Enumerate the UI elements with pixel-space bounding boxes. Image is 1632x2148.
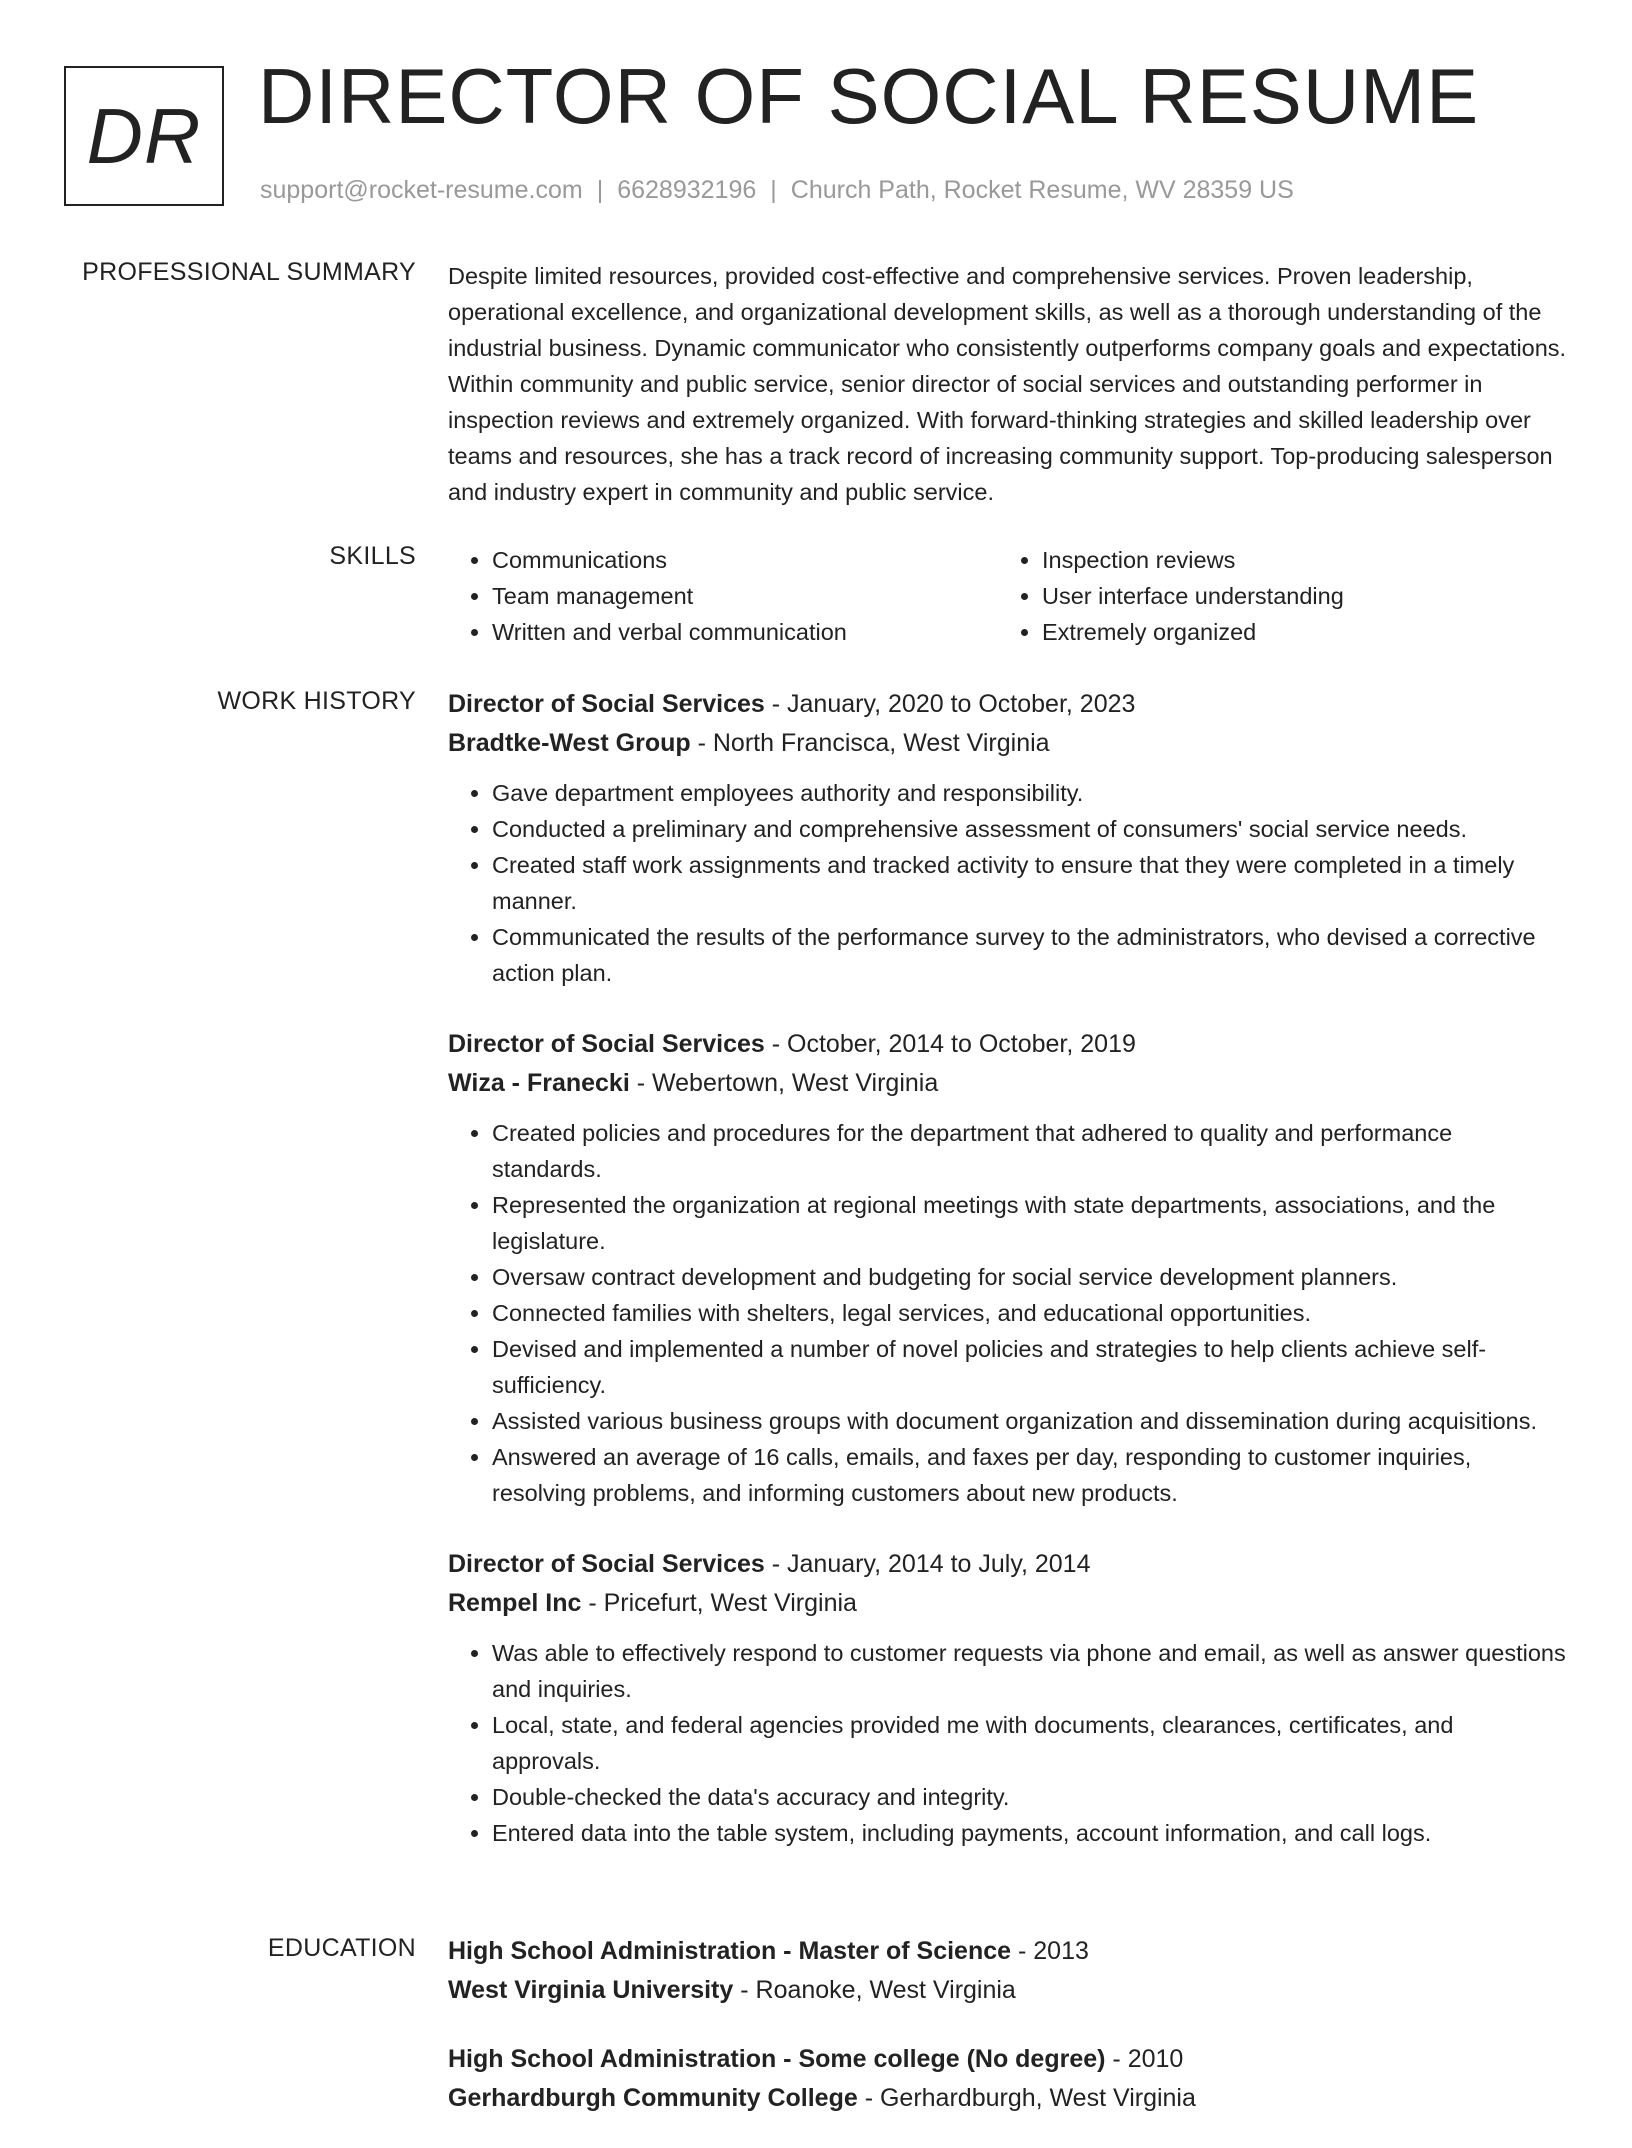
job-location: - Pricefurt, West Virginia <box>581 1589 857 1617</box>
education-school: West Virginia University <box>448 1976 734 2004</box>
job-bullets <box>448 775 1568 991</box>
job-company-line <box>448 1064 1568 1103</box>
skill-item: • User interface understanding <box>1042 578 1548 614</box>
job-title: Director of Social Services <box>448 1030 765 1058</box>
skill-item: • Written and verbal communication <box>492 614 998 650</box>
job-location: - North Francisca, West Virginia <box>690 729 1050 757</box>
section-label: WORK HISTORY <box>217 687 416 715</box>
skill-item: • Inspection reviews <box>1042 542 1548 578</box>
monogram-text: DR <box>86 91 202 180</box>
job-company-line <box>448 724 1568 763</box>
section-body <box>448 1932 1568 2148</box>
job-bullet: • Assisted various business groups with document organization and dissemination during acquisitions. <box>492 1403 1568 1439</box>
section-label: PROFESSIONAL SUMMARY <box>82 258 416 286</box>
section-body <box>448 258 1568 510</box>
job-title: Director of Social Services <box>448 690 765 718</box>
job-bullet: • Answered an average of 16 calls, emails, and faxes per day, responding to customer inquiries, resolving problems, and informing customers about new products. <box>492 1439 1568 1511</box>
job-company: Wiza - Franecki <box>448 1069 630 1097</box>
job-bullet: • Entered data into the table system, including payments, account information, and call logs. <box>492 1815 1568 1851</box>
job-title-line <box>448 1545 1568 1584</box>
education-degree: High School Administration - Master of Science <box>448 1937 1012 1965</box>
education-entry <box>448 1932 1568 2010</box>
job-company: Bradtke-West Group <box>448 729 691 757</box>
job-title-line <box>448 1025 1568 1064</box>
skill-item: • Team management <box>492 578 998 614</box>
education-degree-line <box>448 1932 1568 1971</box>
skills-column-1 <box>448 542 998 650</box>
education-location: - Gerhardburgh, West Virginia <box>857 2084 1196 2112</box>
section-label: SKILLS <box>329 542 416 570</box>
job-dates: - October, 2014 to October, 2019 <box>764 1030 1136 1058</box>
contact-separator: | <box>770 176 777 204</box>
education-entry <box>448 2040 1568 2118</box>
job-bullet: • Gave department employees authority and responsibility. <box>492 775 1568 811</box>
contact-email: support@rocket-resume.com <box>260 176 583 204</box>
job-dates: - January, 2014 to July, 2014 <box>764 1550 1091 1578</box>
section-label: EDUCATION <box>267 1934 416 1962</box>
job-bullet: • Created policies and procedures for the department that adhered to quality and performance standards. <box>492 1115 1568 1187</box>
job-bullet: • Local, state, and federal agencies provided me with documents, clearances, certificates, and approvals. <box>492 1707 1568 1779</box>
contact-phone: 6628932196 <box>617 176 757 204</box>
skills-column-2 <box>998 542 1548 650</box>
education-year: - 2010 <box>1105 2045 1184 2073</box>
job-bullet: • Represented the organization at regional meetings with state departments, associations, and the legislature. <box>492 1187 1568 1259</box>
skills-grid <box>448 542 1548 650</box>
education-degree: High School Administration - Some college (No degree) <box>448 2045 1106 2073</box>
education-school-line <box>448 2079 1568 2118</box>
job-dates: - January, 2020 to October, 2023 <box>764 690 1136 718</box>
job-title-line <box>448 685 1568 724</box>
job-company-line <box>448 1584 1568 1623</box>
contact-separator: | <box>596 176 604 204</box>
job-bullet: • Devised and implemented a number of novel policies and strategies to help clients achieve self-sufficiency. <box>492 1331 1568 1403</box>
job-location: - Webertown, West Virginia <box>629 1069 939 1097</box>
education-year: - 2013 <box>1011 1937 1089 1965</box>
education-school-line <box>448 1971 1568 2010</box>
job-bullets <box>448 1635 1568 1851</box>
monogram-badge <box>64 66 224 206</box>
section-body <box>448 542 1568 650</box>
skill-item: • Communications <box>492 542 998 578</box>
section-body <box>448 685 1568 1885</box>
job-bullet: • Double-checked the data's accuracy and integrity. <box>492 1779 1568 1815</box>
job-entry <box>448 1025 1568 1511</box>
job-bullet: • Created staff work assignments and tracked activity to ensure that they were completed in a timely manner. <box>492 847 1568 919</box>
education-school: Gerhardburgh Community College <box>448 2084 858 2112</box>
job-bullet: • Oversaw contract development and budgeting for social service development planners. <box>492 1259 1568 1295</box>
job-entry <box>448 685 1568 991</box>
job-title: Director of Social Services <box>448 1550 765 1578</box>
job-bullets <box>448 1115 1568 1511</box>
summary-text: Despite limited resources, provided cost-effective and comprehensive services. Proven leadership, operational excellence, and organizational development skills, as well as a thorough understanding of the industrial business. Dynamic communicator who consistently outperforms company goals and expectations. Within community and public service, senior director of social services and outstanding performer in inspection reviews and extremely organized. With forward-thinking strategies and skilled leadership over teams and resources, she has a track record of increasing community support. Top-producing salesperson and industry expert in community and public service. <box>448 263 1567 505</box>
job-bullet: • Communicated the results of the performance survey to the administrators, who devised a corrective action plan. <box>492 919 1568 991</box>
page-title: DIRECTOR OF SOCIAL RESUME <box>258 52 1480 140</box>
contact-address: Church Path, Rocket Resume, WV 28359 US <box>790 176 1294 204</box>
job-bullet: • Connected families with shelters, legal services, and educational opportunities. <box>492 1295 1568 1331</box>
job-company: Rempel Inc <box>448 1589 582 1617</box>
job-bullet: • Was able to effectively respond to customer requests via phone and email, as well as answer questions and inquiries. <box>492 1635 1568 1707</box>
education-location: - Roanoke, West Virginia <box>733 1976 1016 2004</box>
education-degree-line <box>448 2040 1568 2079</box>
skill-item: • Extremely organized <box>1042 614 1548 650</box>
contact-line <box>260 176 1294 205</box>
job-entry <box>448 1545 1568 1851</box>
job-bullet: • Conducted a preliminary and comprehensive assessment of consumers' social service needs. <box>492 811 1568 847</box>
